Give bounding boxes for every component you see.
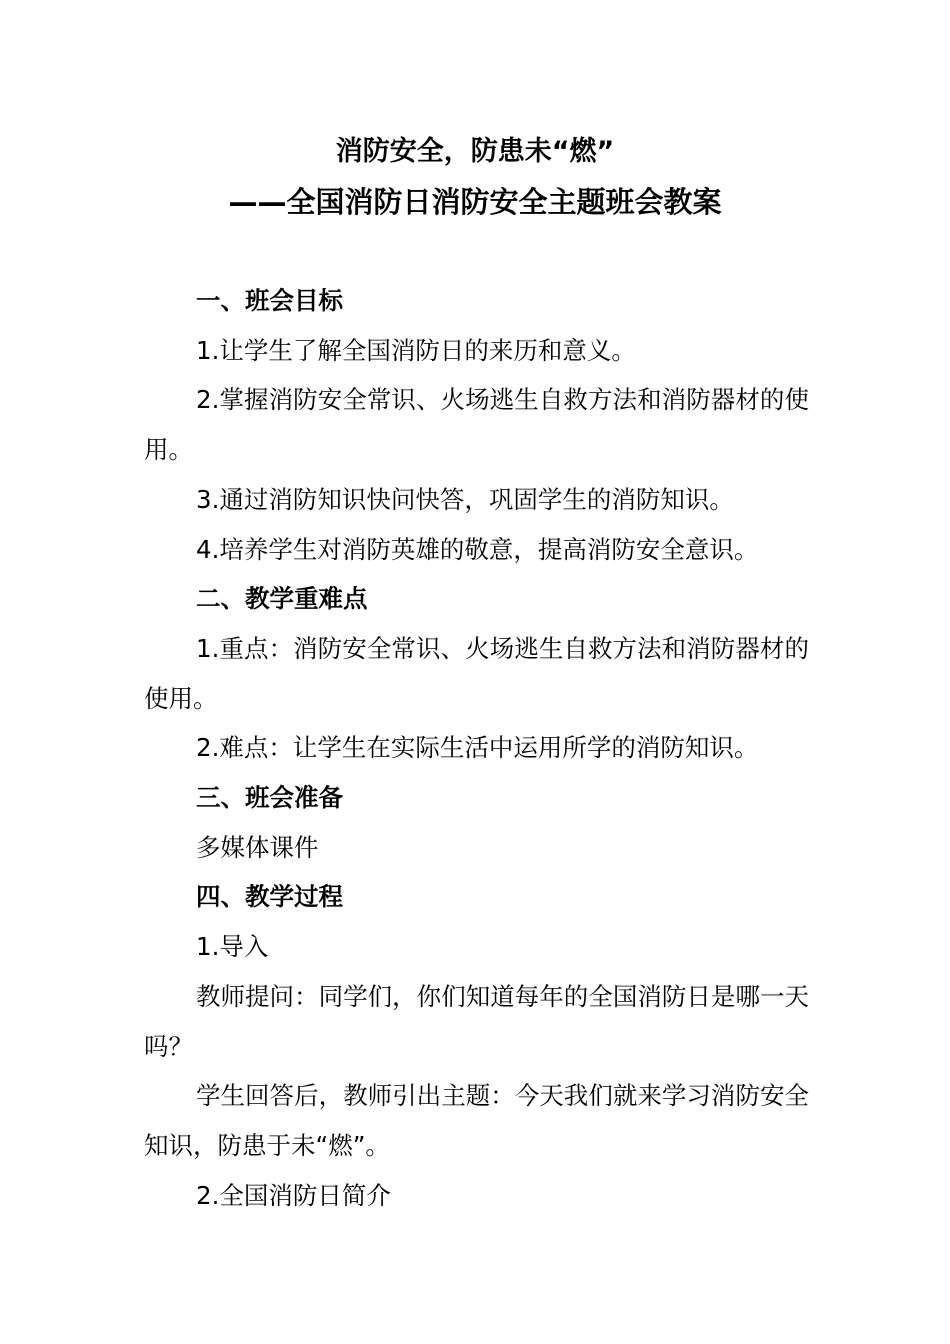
- paragraph: 4.培养学生对消防英雄的敬意，提高消防安全意识。: [196, 534, 759, 564]
- paragraph: 2.全国消防日简介: [196, 1180, 391, 1210]
- paragraph: 2.难点：让学生在实际生活中运用所学的消防知识。: [196, 733, 759, 763]
- document-body: [144, 276, 809, 1220]
- paragraph: 1.导入: [196, 932, 269, 962]
- document-subtitle: ——全国消防日消防安全主题班会教案: [228, 185, 722, 219]
- paragraph: 3.通过消防知识快问快答，巩固学生的消防知识。: [196, 484, 734, 514]
- paragraph: 教师提问：同学们，你们知道每年的全国消防日是哪一天吗？: [144, 981, 809, 1061]
- document-title: 消防安全，防患未“燃”: [335, 136, 615, 167]
- section-heading-process: 四、教学过程: [196, 882, 343, 912]
- paragraph: 1.重点：消防安全常识、火场逃生自救方法和消防器材的使用。: [144, 633, 809, 713]
- paragraph: 2.掌握消防安全常识、火场逃生自救方法和消防器材的使用。: [144, 385, 809, 465]
- paragraph: 学生回答后，教师引出主题：今天我们就来学习消防安全知识，防患于未“燃”。: [144, 1081, 809, 1160]
- paragraph: 1.让学生了解全国消防日的来历和意义。: [196, 335, 636, 365]
- section-heading-key-points: 二、教学重难点: [196, 584, 368, 614]
- section-heading-goals: 一、班会目标: [196, 286, 343, 315]
- section-heading-preparation: 三、班会准备: [196, 783, 343, 813]
- paragraph: 多媒体课件: [196, 832, 319, 862]
